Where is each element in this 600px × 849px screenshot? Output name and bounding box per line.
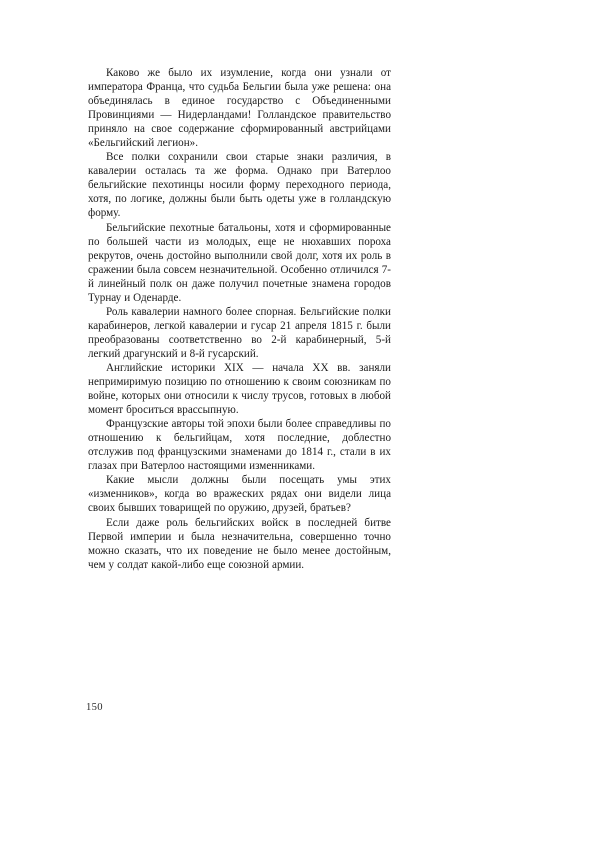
paragraph: Все полки сохранили свои старые знаки различия, в кавалерии осталась та же форма. Однако при Ватерлоо бельгийские пехотинцы носили форму переходного периода, хотя, по логике, должны были быть одеты уже в голландскую форму. — [88, 151, 391, 220]
paragraph: Какие мысли должны были посещать умы этих «изменников», когда во вражеских рядах они видели лица своих бывших товарищей по оружию, друзей, братьев? — [88, 474, 391, 515]
page-number: 150 — [86, 702, 103, 713]
paragraph: Каково же было их изумление, когда они узнали от императора Франца, что судьба Бельгии была уже решена: она объединялась в единое государство с Объединенными Провинциями — Нидерландами! Голландское правительство приняло на свое содержание сформированный австрийцами «Бельгийский легион». — [88, 67, 391, 150]
paragraph: Роль кавалерии намного более спорная. Бельгийские полки карабинеров, легкой кавалерии и гусар 21 апреля 1815 г. были преобразованы соответственно во 2-й карабинерный, 5-й легкий драгунский и 8-й гусарский. — [88, 305, 391, 360]
paragraph: Бельгийские пехотные батальоны, хотя и сформированные по большей части из молодых, еще не нюхавших пороха рекрутов, очень достойно выполнили свой долг, хотя их роль в сражении была совсем незначительной. Особенно отличился 7-й линейный полк он даже получил почетные знамена городов Турнау и Оденарде. — [88, 221, 391, 304]
paragraph: Английские историки XIX — начала XX вв. заняли непримиримую позицию по отношению к своим союзникам по войне, которых они относили к числу трусов, готовых в любой момент броситься врассыпную. — [88, 361, 391, 417]
body-text-column — [88, 66, 391, 572]
paragraph: Французские авторы той эпохи были более справедливы по отношению к бельгийцам, хотя последние, доблестно отслужив под французскими знаменами до 1814 г., стали в их глазах при Ватерлоо настоящими изменниками. — [88, 418, 391, 473]
paragraph: Если даже роль бельгийских войск в последней битве Первой империи и была незначительна, совершенно точно можно сказать, что их поведение не было менее достойным, чем у солдат какой-либо еще союзной армии. — [88, 516, 391, 571]
